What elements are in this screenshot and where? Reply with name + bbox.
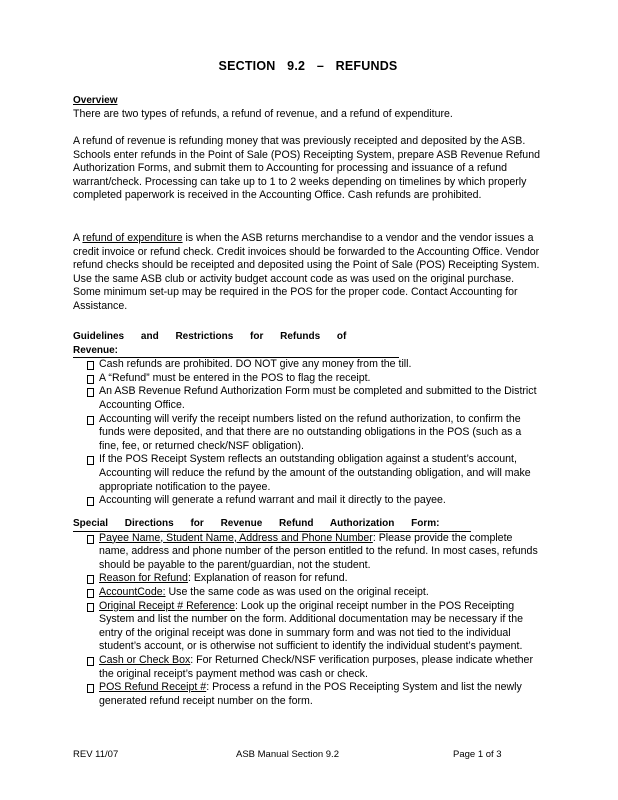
bullet-box-icon bbox=[87, 497, 94, 506]
list-item: Original Receipt # Reference: Look up the original receipt number in the POS Receipting System and list the number on the form. Additional documentation may be necessary if the entry of the original receipt was done in summary form and was not tied to the individual student’s account, or is otherwise not sufficient to identify the individual student’s payment. bbox=[87, 600, 543, 654]
list-item: Cash or Check Box: For Returned Check/NSF verification purposes, please indicate whether the original receipt’s payment method was cash or check. bbox=[87, 654, 543, 681]
field-description: Please provide the complete name, address and phone number of the person entitled to the refund. In most cases, refunds should be payable to the parent/guardian, not the student. bbox=[99, 531, 538, 571]
special-directions-list bbox=[73, 532, 543, 709]
field-description: Explanation of reason for refund. bbox=[193, 572, 348, 585]
expenditure-term: refund of expenditure bbox=[82, 232, 183, 244]
revenue-refund-paragraph-block bbox=[73, 135, 543, 203]
revenue-refund-paragraph: A refund of revenue is refunding money that was previously receipted and deposited by the ASB. Schools enter refunds in the Point of Sale (POS) Receipting System, prepare ASB Revenue Refund Authorization Forms, and submit them to Accounting for processing and issuance of a refund warrant/check. Processing can take up to 1 to 2 weeks depending on timelines by which properly completed paperwork is received in the Accounting Office. Cash refunds are prohibited. bbox=[73, 135, 540, 202]
bullet-box-icon bbox=[87, 657, 94, 666]
list-item: Payee Name, Student Name, Address and Phone Number: Please provide the complete name, address and phone number of the person entitled to the refund. In most cases, refunds should be payable to the parent/guardian, not the student. bbox=[87, 532, 543, 573]
bullet-box-icon bbox=[87, 456, 94, 465]
expenditure-body: is when the ASB returns merchandise to a vendor and the vendor issues a credit invoice or refund check. Credit invoices should be forwarded to the Accounting Office. Vendor refund checks should be receipted and deposited using the Point of Sale (POS) Receipting System. Use the same ASB club or activity budget account code as was used on the original purchase. Some minimum set-up may be required in the POS for the proper code. Contact Accounting for Assistance. bbox=[73, 232, 540, 312]
bullet-box-icon bbox=[87, 603, 94, 612]
expenditure-refund-paragraph bbox=[73, 232, 543, 314]
bullet-box-icon bbox=[87, 575, 94, 584]
special-directions-heading: Special Directions for Revenue Refund Authorization Form: bbox=[73, 517, 471, 532]
list-item: A “Refund” must be entered in the POS to flag the receipt. bbox=[87, 372, 543, 386]
list-item: POS Refund Receipt #: Process a refund in the POS Receipting System and list the newly generated refund receipt number on the form. bbox=[87, 681, 543, 708]
list-item: Reason for Refund: Explanation of reason for refund. bbox=[87, 572, 543, 586]
bullet-box-icon bbox=[87, 535, 94, 544]
expenditure-lead: A bbox=[73, 232, 83, 244]
field-label: POS Refund Receipt # bbox=[99, 681, 207, 694]
field-label: AccountCode: bbox=[99, 585, 166, 598]
bullet-box-icon bbox=[87, 416, 94, 425]
section-title: SECTION 9.2 – REFUNDS bbox=[218, 59, 398, 73]
overview-intro: There are two types of refunds, a refund of revenue, and a refund of expenditure. bbox=[73, 107, 453, 120]
bullet-box-icon bbox=[87, 375, 94, 384]
guidelines-section bbox=[73, 330, 543, 508]
field-label: Reason for Refund bbox=[99, 572, 188, 585]
list-item: An ASB Revenue Refund Authorization Form must be completed and submitted to the District Accounting Office. bbox=[87, 385, 543, 412]
overview-heading: Overview bbox=[73, 95, 118, 106]
bullet-box-icon bbox=[87, 361, 94, 370]
bullet-box-icon bbox=[87, 388, 94, 397]
field-description: Look up the original receipt number in the POS Receipting System and list the number on the form. Additional documentation may be necessary if the entry of the original receipt was done in summary form and was not tied to the individual student’s account, or is otherwise not sufficient to identify the individual student’s payment. bbox=[99, 599, 523, 653]
guidelines-list bbox=[73, 358, 543, 508]
expenditure-refund-paragraph-block bbox=[73, 232, 543, 314]
special-directions-section bbox=[73, 517, 543, 708]
list-item: Accounting will verify the receipt numbers listed on the refund authorization, to confirm the funds were deposited, and that there are no outstanding obligations in the POS (such as a fine, fee, or returned check/NSF obligation). bbox=[87, 413, 543, 454]
overview-section bbox=[73, 94, 543, 121]
field-description: Process a refund in the POS Receipting System and list the newly generated refund receipt number on the form. bbox=[99, 681, 522, 707]
list-item: Accounting will generate a refund warrant and mail it directly to the payee. bbox=[87, 494, 543, 508]
bullet-box-icon bbox=[87, 684, 94, 693]
list-item bbox=[87, 586, 543, 600]
field-label: Payee Name, Student Name, Address and Phone Number bbox=[99, 531, 373, 544]
field-label: Original Receipt # Reference bbox=[99, 599, 236, 612]
bullet-box-icon bbox=[87, 589, 94, 598]
footer-revision: REV 11/07 bbox=[73, 749, 119, 760]
field-description: For Returned Check/NSF verification purposes, please indicate whether the original receipt’s payment method was cash or check. bbox=[99, 653, 533, 680]
field-label: Cash or Check Box bbox=[99, 653, 191, 666]
list-item: Cash refunds are prohibited. DO NOT give any money from the till. bbox=[87, 358, 543, 372]
footer-page-number: Page 1 of 3 bbox=[453, 749, 502, 760]
guidelines-heading: Guidelines and Restrictions for Refunds of Revenue: bbox=[73, 330, 399, 358]
list-item: If the POS Receipt System reflects an outstanding obligation against a student’s account, Accounting will reduce the refund by the amount of the outstanding obligation, and will make appropriate notification to the payee. bbox=[87, 453, 543, 494]
field-description: Use the same code as was used on the original receipt. bbox=[168, 585, 429, 598]
footer-manual-section: ASB Manual Section 9.2 bbox=[236, 749, 339, 760]
